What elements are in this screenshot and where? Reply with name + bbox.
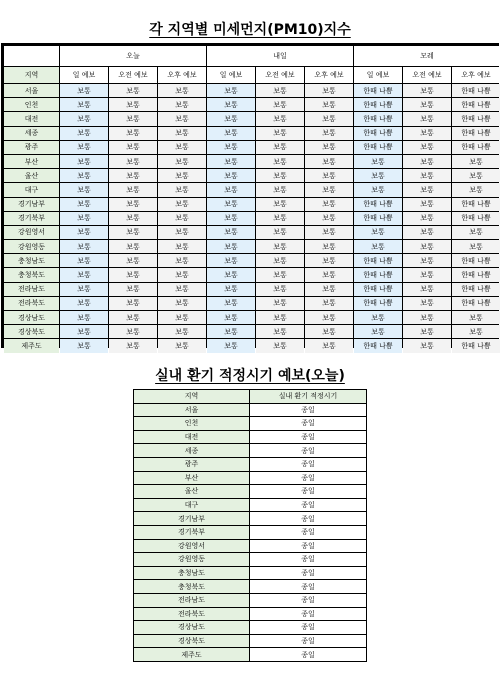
forecast-cell: 보통 (305, 198, 353, 211)
forecast-cell: 보통 (256, 183, 304, 196)
forecast-cell: 보통 (109, 98, 157, 111)
forecast-cell: 보통 (158, 155, 206, 168)
forecast-cell: 한때 나쁨 (354, 127, 402, 140)
forecast-cell: 보통 (403, 183, 451, 196)
forecast-cell: 보통 (403, 297, 451, 310)
forecast-cell: 보통 (207, 226, 255, 239)
ventilation-region-cell: 경기남부 (134, 512, 250, 526)
forecast-cell: 보통 (60, 183, 108, 196)
ventilation-value-cell: 종일 (250, 444, 367, 458)
ventilation-table (133, 389, 367, 662)
ventilation-row (134, 498, 367, 512)
ventilation-value-cell: 종일 (250, 621, 367, 635)
forecast-cell: 한때 나쁨 (354, 283, 402, 296)
forecast-cell: 보통 (256, 84, 304, 97)
forecast-cell: 한때 나쁨 (354, 212, 402, 225)
forecast-cell: 보통 (109, 325, 157, 338)
region-cell: 울산 (4, 169, 59, 182)
forecast-cell: 보통 (109, 226, 157, 239)
day-header-2: 모레 (354, 46, 500, 66)
forecast-cell: 한때 나쁨 (452, 212, 500, 225)
forecast-cell: 보통 (60, 127, 108, 140)
forecast-cell: 보통 (452, 155, 500, 168)
ventilation-region-cell: 대구 (134, 498, 250, 512)
forecast-cell: 보통 (158, 283, 206, 296)
forecast-cell: 보통 (403, 339, 451, 352)
forecast-cell: 보통 (452, 183, 500, 196)
forecast-cell: 보통 (60, 283, 108, 296)
region-cell: 경기남부 (4, 198, 59, 211)
forecast-cell: 보통 (403, 127, 451, 140)
forecast-cell: 보통 (158, 240, 206, 253)
forecast-cell: 한때 나쁨 (452, 283, 500, 296)
ventilation-value-cell: 종일 (250, 457, 367, 471)
forecast-cell: 한때 나쁨 (452, 141, 500, 154)
forecast-cell: 보통 (60, 112, 108, 125)
forecast-cell: 보통 (109, 198, 157, 211)
forecast-cell: 보통 (256, 325, 304, 338)
ventilation-region-cell: 광주 (134, 457, 250, 471)
forecast-cell: 보통 (305, 155, 353, 168)
region-cell: 세종 (4, 127, 59, 140)
sub-header: 일 예보 (60, 67, 108, 83)
forecast-cell: 보통 (305, 127, 353, 140)
ventilation-value-cell: 종일 (250, 471, 367, 485)
ventilation-value-cell: 종일 (250, 403, 367, 417)
forecast-cell: 한때 나쁨 (452, 198, 500, 211)
forecast-cell: 보통 (354, 311, 402, 324)
forecast-cell: 보통 (109, 297, 157, 310)
forecast-cell: 보통 (256, 254, 304, 267)
ventilation-value-cell: 종일 (250, 512, 367, 526)
ventilation-row (134, 444, 367, 458)
ventilation-region-cell: 경상북도 (134, 634, 250, 648)
forecast-cell: 보통 (305, 141, 353, 154)
region-cell: 전라남도 (4, 283, 59, 296)
forecast-cell: 한때 나쁨 (354, 84, 402, 97)
forecast-title: 각 지역별 미세먼지(PM10)지수 (149, 22, 351, 38)
region-cell: 부산 (4, 155, 59, 168)
forecast-cell: 보통 (256, 127, 304, 140)
forecast-cell: 보통 (109, 155, 157, 168)
forecast-cell: 보통 (403, 169, 451, 182)
forecast-cell: 보통 (354, 226, 402, 239)
ventilation-row (134, 417, 367, 431)
region-cell: 경상남도 (4, 311, 59, 324)
ventilation-value-cell: 종일 (250, 417, 367, 431)
day-header-0: 오늘 (60, 46, 206, 66)
ventilation-header-region: 지역 (134, 390, 250, 404)
ventilation-region-cell: 제주도 (134, 648, 250, 662)
forecast-cell: 보통 (305, 183, 353, 196)
forecast-cell: 보통 (403, 155, 451, 168)
forecast-cell: 보통 (305, 325, 353, 338)
ventilation-region-cell: 경기북부 (134, 525, 250, 539)
forecast-cell: 보통 (354, 155, 402, 168)
region-cell: 경상북도 (4, 325, 59, 338)
ventilation-value-cell: 종일 (250, 430, 367, 444)
ventilation-region-cell: 인천 (134, 417, 250, 431)
forecast-cell: 보통 (354, 325, 402, 338)
forecast-cell: 보통 (256, 169, 304, 182)
region-cell: 제주도 (4, 339, 59, 352)
forecast-cell: 보통 (403, 311, 451, 324)
forecast-cell: 보통 (158, 127, 206, 140)
forecast-cell: 보통 (256, 112, 304, 125)
forecast-cell: 보통 (158, 198, 206, 211)
forecast-cell: 보통 (109, 183, 157, 196)
forecast-cell: 보통 (109, 127, 157, 140)
forecast-cell: 보통 (207, 198, 255, 211)
ventilation-row (134, 553, 367, 567)
forecast-cell: 보통 (256, 198, 304, 211)
ventilation-title: 실내 환기 적정시기 예보(오늘) (155, 368, 345, 384)
forecast-cell: 보통 (452, 240, 500, 253)
ventilation-header-row (134, 390, 367, 404)
region-cell: 충청북도 (4, 268, 59, 281)
forecast-cell: 보통 (109, 141, 157, 154)
ventilation-row (134, 593, 367, 607)
ventilation-value-cell: 종일 (250, 485, 367, 499)
forecast-cell: 보통 (403, 98, 451, 111)
forecast-cell: 보통 (305, 169, 353, 182)
forecast-cell: 보통 (305, 84, 353, 97)
ventilation-region-cell: 강원영동 (134, 553, 250, 567)
sub-header: 일 예보 (207, 67, 255, 83)
forecast-cell: 한때 나쁨 (354, 339, 402, 352)
forecast-cell: 보통 (60, 141, 108, 154)
forecast-cell: 보통 (158, 254, 206, 267)
forecast-cell: 보통 (207, 127, 255, 140)
forecast-cell: 보통 (158, 112, 206, 125)
forecast-cell: 보통 (60, 268, 108, 281)
forecast-cell: 보통 (60, 254, 108, 267)
ventilation-region-cell: 충청북도 (134, 580, 250, 594)
sub-header: 오후 예보 (158, 67, 206, 83)
forecast-cell: 보통 (109, 212, 157, 225)
forecast-cell: 보통 (207, 297, 255, 310)
region-cell: 대전 (4, 112, 59, 125)
forecast-cell: 보통 (207, 339, 255, 352)
ventilation-row (134, 566, 367, 580)
forecast-cell: 보통 (158, 297, 206, 310)
pm10-forecast-table (1, 43, 499, 348)
forecast-cell: 보통 (256, 240, 304, 253)
forecast-cell: 보통 (60, 169, 108, 182)
forecast-cell: 보통 (109, 268, 157, 281)
forecast-cell: 보통 (305, 226, 353, 239)
ventilation-region-cell: 부산 (134, 471, 250, 485)
ventilation-value-cell: 종일 (250, 634, 367, 648)
forecast-cell: 보통 (354, 183, 402, 196)
forecast-cell: 보통 (60, 325, 108, 338)
ventilation-region-cell: 울산 (134, 485, 250, 499)
forecast-cell: 보통 (60, 84, 108, 97)
forecast-cell: 보통 (158, 339, 206, 352)
forecast-cell: 보통 (403, 254, 451, 267)
forecast-cell: 보통 (256, 212, 304, 225)
forecast-cell: 보통 (109, 311, 157, 324)
forecast-cell: 한때 나쁨 (452, 84, 500, 97)
forecast-cell: 보통 (452, 311, 500, 324)
forecast-cell: 보통 (158, 141, 206, 154)
ventilation-row (134, 512, 367, 526)
forecast-cell: 보통 (158, 84, 206, 97)
forecast-cell: 한때 나쁨 (452, 254, 500, 267)
forecast-cell: 보통 (158, 268, 206, 281)
forecast-cell: 보통 (158, 212, 206, 225)
forecast-cell: 보통 (403, 141, 451, 154)
forecast-cell: 보통 (207, 141, 255, 154)
forecast-cell: 보통 (305, 112, 353, 125)
forecast-cell: 보통 (60, 212, 108, 225)
forecast-cell: 보통 (354, 169, 402, 182)
ventilation-region-cell: 경상남도 (134, 621, 250, 635)
forecast-cell: 보통 (60, 155, 108, 168)
forecast-cell: 보통 (109, 169, 157, 182)
forecast-cell: 보통 (207, 254, 255, 267)
forecast-cell: 보통 (403, 240, 451, 253)
forecast-cell: 보통 (207, 169, 255, 182)
sub-header: 오전 예보 (256, 67, 304, 83)
forecast-cell: 보통 (305, 254, 353, 267)
forecast-cell: 보통 (60, 339, 108, 352)
ventilation-value-cell: 종일 (250, 553, 367, 567)
forecast-grid (4, 46, 500, 353)
forecast-cell: 보통 (207, 84, 255, 97)
forecast-cell: 보통 (452, 169, 500, 182)
forecast-cell: 보통 (109, 84, 157, 97)
forecast-cell: 보통 (207, 98, 255, 111)
forecast-cell: 한때 나쁨 (354, 112, 402, 125)
forecast-cell: 보통 (207, 268, 255, 281)
forecast-cell: 보통 (256, 283, 304, 296)
ventilation-region-cell: 강원영서 (134, 539, 250, 553)
forecast-cell: 보통 (109, 112, 157, 125)
forecast-cell: 보통 (452, 325, 500, 338)
forecast-cell: 보통 (109, 339, 157, 352)
region-cell: 서울 (4, 84, 59, 97)
forecast-cell: 보통 (207, 325, 255, 338)
forecast-cell: 보통 (207, 155, 255, 168)
forecast-cell: 보통 (403, 268, 451, 281)
forecast-cell: 보통 (207, 183, 255, 196)
forecast-cell: 보통 (109, 240, 157, 253)
region-header: 지역 (4, 67, 59, 83)
forecast-cell: 보통 (305, 297, 353, 310)
forecast-cell: 보통 (60, 198, 108, 211)
region-cell: 경기북부 (4, 212, 59, 225)
forecast-cell: 보통 (354, 240, 402, 253)
ventilation-region-cell: 충청남도 (134, 566, 250, 580)
forecast-cell: 보통 (305, 212, 353, 225)
forecast-cell: 보통 (256, 297, 304, 310)
forecast-cell: 보통 (256, 339, 304, 352)
forecast-cell: 한때 나쁨 (354, 254, 402, 267)
forecast-cell: 한때 나쁨 (354, 98, 402, 111)
forecast-cell: 보통 (305, 283, 353, 296)
forecast-cell: 보통 (60, 297, 108, 310)
ventilation-region-cell: 전라남도 (134, 593, 250, 607)
forecast-cell: 보통 (403, 325, 451, 338)
ventilation-value-cell: 종일 (250, 566, 367, 580)
ventilation-row (134, 607, 367, 621)
ventilation-row (134, 471, 367, 485)
forecast-cell: 보통 (305, 98, 353, 111)
forecast-cell: 보통 (256, 268, 304, 281)
forecast-cell: 보통 (207, 283, 255, 296)
forecast-cell: 보통 (256, 98, 304, 111)
forecast-cell: 보통 (403, 84, 451, 97)
forecast-cell: 한때 나쁨 (452, 339, 500, 352)
ventilation-region-cell: 서울 (134, 403, 250, 417)
ventilation-row (134, 430, 367, 444)
forecast-cell: 보통 (109, 283, 157, 296)
ventilation-value-cell: 종일 (250, 539, 367, 553)
forecast-cell: 보통 (403, 112, 451, 125)
forecast-cell: 한때 나쁨 (452, 127, 500, 140)
ventilation-row (134, 457, 367, 471)
sub-header: 오전 예보 (109, 67, 157, 83)
forecast-cell: 보통 (403, 212, 451, 225)
forecast-cell: 한때 나쁨 (452, 98, 500, 111)
sub-header: 오후 예보 (452, 67, 500, 83)
ventilation-value-cell: 종일 (250, 580, 367, 594)
forecast-cell: 보통 (60, 240, 108, 253)
forecast-cell: 보통 (256, 311, 304, 324)
ventilation-header-time: 실내 환기 적정시기 (250, 390, 367, 404)
ventilation-value-cell: 종일 (250, 593, 367, 607)
ventilation-region-cell: 세종 (134, 444, 250, 458)
ventilation-value-cell: 종일 (250, 498, 367, 512)
forecast-cell: 보통 (158, 311, 206, 324)
forecast-cell: 보통 (60, 311, 108, 324)
forecast-cell: 보통 (158, 98, 206, 111)
forecast-cell: 한때 나쁨 (354, 297, 402, 310)
region-cell: 충청남도 (4, 254, 59, 267)
ventilation-value-cell: 종일 (250, 648, 367, 662)
ventilation-row (134, 621, 367, 635)
forecast-cell: 보통 (207, 240, 255, 253)
forecast-cell: 한때 나쁨 (452, 112, 500, 125)
corner-cell (4, 46, 59, 66)
sub-header: 일 예보 (354, 67, 402, 83)
forecast-cell: 보통 (403, 226, 451, 239)
forecast-cell: 보통 (60, 226, 108, 239)
ventilation-region-cell: 대전 (134, 430, 250, 444)
forecast-cell: 한때 나쁨 (354, 141, 402, 154)
forecast-cell: 한때 나쁨 (354, 268, 402, 281)
ventilation-row (134, 539, 367, 553)
ventilation-row (134, 403, 367, 417)
forecast-cell: 보통 (109, 254, 157, 267)
forecast-cell: 보통 (305, 339, 353, 352)
forecast-cell: 보통 (305, 240, 353, 253)
region-cell: 강원영동 (4, 240, 59, 253)
region-cell: 전라북도 (4, 297, 59, 310)
forecast-cell: 보통 (452, 226, 500, 239)
forecast-cell: 보통 (60, 98, 108, 111)
region-cell: 대구 (4, 183, 59, 196)
forecast-cell: 한때 나쁨 (354, 198, 402, 211)
forecast-cell: 보통 (305, 311, 353, 324)
forecast-cell: 보통 (256, 141, 304, 154)
ventilation-region-cell: 전라북도 (134, 607, 250, 621)
forecast-cell: 보통 (256, 226, 304, 239)
forecast-cell: 보통 (256, 155, 304, 168)
region-cell: 강원영서 (4, 226, 59, 239)
forecast-cell: 보통 (403, 283, 451, 296)
forecast-cell: 보통 (207, 212, 255, 225)
forecast-cell: 보통 (305, 268, 353, 281)
sub-header: 오후 예보 (305, 67, 353, 83)
ventilation-row (134, 634, 367, 648)
ventilation-row (134, 580, 367, 594)
ventilation-row (134, 485, 367, 499)
forecast-cell: 보통 (403, 198, 451, 211)
ventilation-row (134, 525, 367, 539)
region-cell: 인천 (4, 98, 59, 111)
forecast-cell: 보통 (158, 169, 206, 182)
forecast-cell: 보통 (207, 311, 255, 324)
forecast-cell: 보통 (158, 325, 206, 338)
forecast-cell: 한때 나쁨 (452, 268, 500, 281)
region-cell: 광주 (4, 141, 59, 154)
forecast-cell: 보통 (207, 112, 255, 125)
day-header-1: 내일 (207, 46, 353, 66)
sub-header: 오전 예보 (403, 67, 451, 83)
forecast-cell: 한때 나쁨 (452, 297, 500, 310)
forecast-cell: 보통 (158, 183, 206, 196)
forecast-cell: 보통 (158, 226, 206, 239)
ventilation-value-cell: 종일 (250, 525, 367, 539)
ventilation-row (134, 648, 367, 662)
ventilation-value-cell: 종일 (250, 607, 367, 621)
